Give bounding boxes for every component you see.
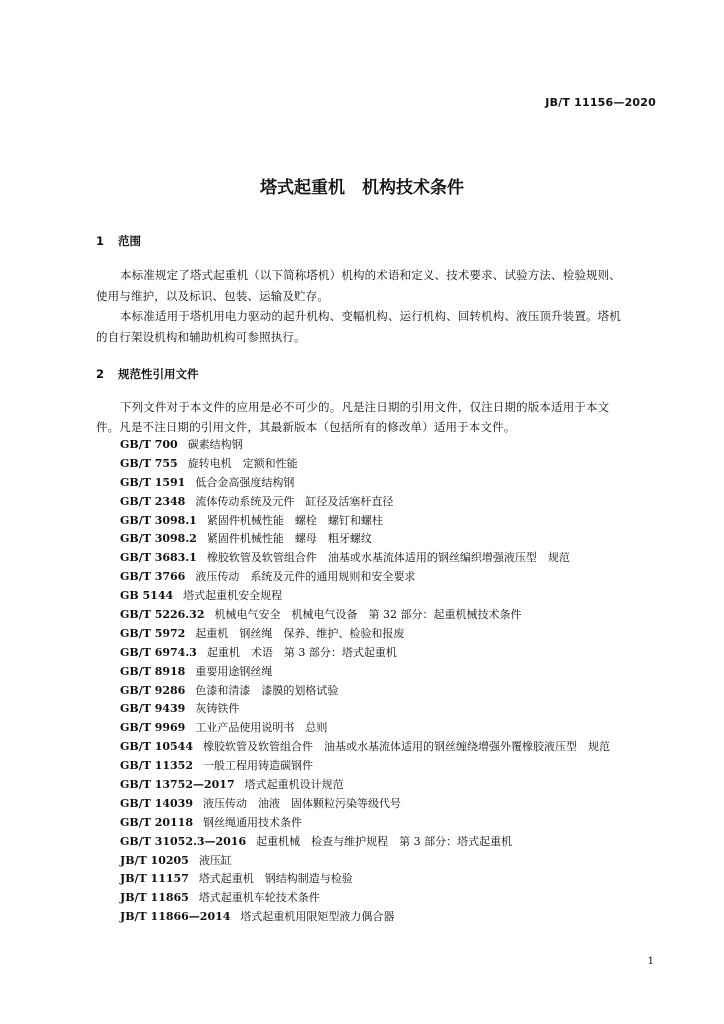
reference-item	[120, 852, 610, 871]
section-1-line-4: 的自行架设机构和辅助机构可参照执行。	[96, 330, 306, 344]
reference-item	[120, 682, 610, 701]
reference-code: JB/T 10205	[120, 853, 189, 867]
reference-code: GB/T 31052.3—2016	[120, 834, 247, 848]
reference-title: 液压传动 油液 固体颗粒污染等级代号	[203, 796, 401, 810]
section-2-title: 规范性引用文件	[118, 367, 199, 381]
reference-item	[120, 606, 610, 625]
reference-code: GB/T 20118	[120, 815, 193, 829]
reference-item	[120, 757, 610, 776]
reference-code: GB/T 9969	[120, 721, 186, 735]
reference-code: GB/T 1591	[120, 475, 186, 489]
reference-title: 紧固件机械性能 螺栓 螺钉和螺柱	[206, 513, 383, 527]
reference-item	[120, 814, 610, 833]
reference-item	[120, 870, 610, 889]
reference-code: GB/T 9286	[120, 683, 186, 697]
reference-code: GB/T 9439	[120, 702, 186, 716]
reference-title: 碳素结构钢	[187, 438, 243, 451]
section-2-number: 2	[96, 367, 105, 381]
reference-title: 灰铸铁件	[195, 702, 240, 716]
reference-item	[120, 493, 610, 512]
reference-item	[120, 738, 610, 757]
reference-code: JB/T 11157	[120, 872, 189, 886]
reference-item	[120, 455, 610, 474]
reference-code: GB/T 11352	[120, 759, 193, 773]
reference-code: GB/T 3683.1	[120, 551, 197, 565]
reference-item	[120, 663, 610, 682]
reference-title: 钢丝绳通用技术条件	[203, 815, 302, 829]
reference-item	[120, 587, 610, 606]
reference-code: GB/T 6974.3	[120, 645, 197, 659]
reference-code: GB/T 8918	[120, 664, 186, 678]
reference-item	[120, 889, 610, 908]
reference-code: GB/T 755	[120, 456, 178, 470]
reference-title: 重要用途钢丝绳	[195, 664, 273, 678]
section-1-line-1: 本标准规定了塔式起重机（以下简称塔机）机构的术语和定义、技术要求、试验方法、检验规则、	[120, 268, 621, 282]
reference-item	[120, 530, 610, 549]
standard-number: JB/T 11156—2020	[545, 96, 656, 109]
normative-references-list	[120, 436, 610, 927]
reference-code: GB/T 3098.1	[120, 513, 197, 527]
section-1-title: 范围	[118, 234, 141, 248]
reference-item	[120, 700, 610, 719]
reference-title: 工业产品使用说明书 总则	[195, 721, 328, 735]
reference-item	[120, 549, 610, 568]
reference-title: 液压传动 系统及元件的通用规则和安全要求	[195, 570, 416, 584]
reference-code: GB/T 5226.32	[120, 608, 205, 622]
reference-code: GB/T 13752—2017	[120, 778, 235, 792]
reference-title: 一般工程用铸造碳钢件	[203, 759, 313, 773]
section-2-line-2: 件。凡是不注日期的引用文件，其最新版本（包括所有的修改单）适用于本文件。	[96, 420, 516, 434]
reference-code: GB/T 5972	[120, 626, 186, 640]
reference-title: 色漆和清漆 漆膜的划格试验	[195, 683, 339, 697]
section-1-heading	[96, 233, 141, 249]
reference-item	[120, 719, 610, 738]
reference-title: 塔式起重机安全规程	[183, 589, 283, 603]
reference-code: GB/T 700	[120, 438, 178, 451]
reference-code: GB/T 3098.2	[120, 532, 197, 546]
reference-item	[120, 512, 610, 531]
reference-title: 流体传动系统及元件 缸径及活塞杆直径	[195, 494, 394, 508]
section-2-heading	[96, 366, 199, 382]
reference-code: GB/T 14039	[120, 796, 193, 810]
page-number: 1	[647, 956, 654, 967]
reference-title: 起重机 术语 第 3 部分：塔式起重机	[206, 645, 397, 659]
reference-title: 起重机械 检查与维护规程 第 3 部分：塔式起重机	[256, 834, 513, 848]
reference-item	[120, 795, 610, 814]
reference-title: 塔式起重机用限矩型液力偶合器	[240, 910, 395, 924]
section-2-line-1: 下列文件对于本文件的应用是必不可少的。凡是注日期的引用文件，仅注日期的版本适用于本文	[120, 400, 610, 414]
reference-title: 起重机 钢丝绳 保养、维护、检验和报废	[195, 626, 405, 640]
reference-title: 紧固件机械性能 螺母 粗牙螺纹	[206, 532, 372, 546]
reference-item	[120, 625, 610, 644]
reference-code: JB/T 11866—2014	[120, 910, 231, 924]
reference-code: JB/T 11865	[120, 891, 189, 905]
reference-title: 橡胶软管及软管组合件 油基或水基流体适用的钢丝缠绕增强外覆橡胶液压型 规范	[203, 740, 610, 754]
section-1-line-2: 使用与维护，以及标识、包装、运输及贮存。	[96, 289, 329, 303]
section-1-line-3: 本标准适用于塔机用电力驱动的起升机构、变幅机构、运行机构、回转机构、液压顶升装置。塔机	[120, 309, 621, 323]
reference-title: 液压缸	[198, 853, 232, 867]
reference-title: 塔式起重机 钢结构制造与检验	[198, 872, 353, 886]
reference-item	[120, 908, 610, 927]
reference-item	[120, 568, 610, 587]
reference-item	[120, 644, 610, 663]
reference-title: 低合金高强度结构钢	[195, 475, 295, 489]
reference-item	[120, 833, 610, 852]
reference-item	[120, 474, 610, 493]
document-title: 塔式起重机 机构技术条件	[260, 178, 464, 198]
reference-title: 塔式起重机车轮技术条件	[198, 891, 320, 905]
reference-item	[120, 436, 610, 455]
reference-title: 机械电气安全 机械电气设备 第 32 部分：起重机械技术条件	[214, 608, 522, 622]
reference-title: 旋转电机 定额和性能	[187, 456, 298, 470]
reference-code: GB/T 3766	[120, 570, 186, 584]
reference-code: GB 5144	[120, 589, 174, 603]
reference-title: 塔式起重机设计规范	[244, 778, 344, 792]
reference-code: GB/T 2348	[120, 494, 186, 508]
reference-title: 橡胶软管及软管组合件 油基或水基流体适用的钢丝编织增强液压型 规范	[206, 551, 570, 565]
reference-code: GB/T 10544	[120, 740, 193, 754]
section-1-number: 1	[96, 234, 105, 248]
reference-item	[120, 776, 610, 795]
